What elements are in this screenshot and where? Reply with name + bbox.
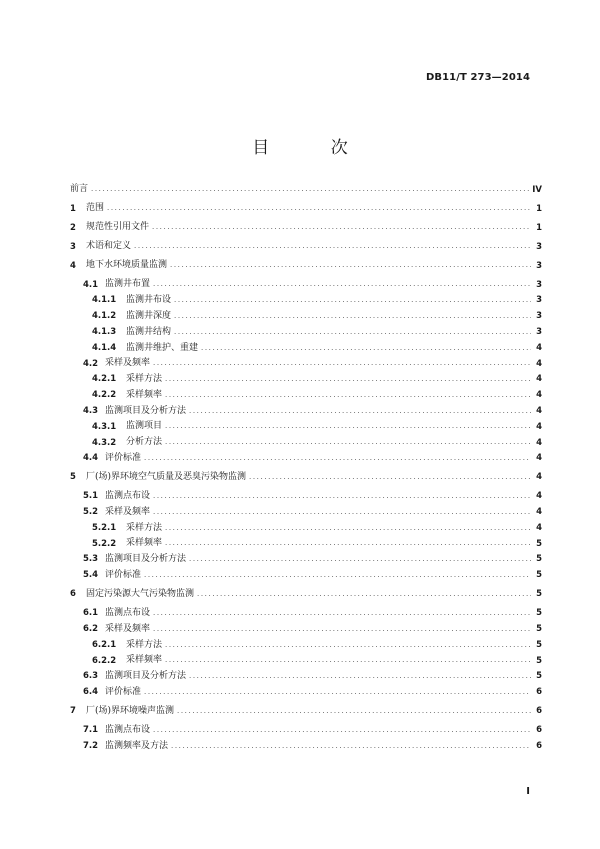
toc-entry-number: 5.4 <box>83 570 99 581</box>
toc-entry-title: 规范性引用文件 <box>86 222 150 233</box>
toc-entry[interactable] <box>70 489 542 505</box>
toc-leader-dots <box>197 591 531 598</box>
toc-leader-dots <box>153 626 531 633</box>
toc-entry-number: 6.4 <box>83 687 99 698</box>
toc-entry[interactable] <box>70 704 542 720</box>
toc-entry[interactable] <box>70 435 542 451</box>
toc-leader-dots <box>165 423 531 430</box>
toc-leader-dots <box>165 376 531 383</box>
table-of-contents <box>70 182 542 754</box>
document-code: DB11/T 273—2014 <box>426 72 530 83</box>
toc-leader-dots <box>153 281 531 288</box>
toc-entry-number: 6.1 <box>83 608 99 619</box>
toc-entry[interactable] <box>70 372 542 388</box>
toc-entry-title: 术语和定义 <box>86 241 132 252</box>
toc-leader-dots <box>91 186 529 193</box>
toc-entry-number: 4.3 <box>83 405 99 416</box>
toc-entry-title: 监测频率及方法 <box>105 740 169 751</box>
toc-leader-dots <box>174 313 531 320</box>
toc-entry-title: 监测项目及分析方法 <box>105 554 187 565</box>
toc-entry[interactable] <box>70 685 542 701</box>
toc-entry-title: 范围 <box>86 203 105 214</box>
toc-entry[interactable] <box>70 504 542 520</box>
toc-entry-number: 4.1.4 <box>92 342 117 353</box>
toc-entry-page: 3 <box>536 311 542 322</box>
toc-entry-page: 4 <box>536 522 542 533</box>
toc-leader-dots <box>165 657 531 664</box>
toc-entry-number: 7 <box>70 706 76 717</box>
toc-entry-title: 评价标准 <box>105 453 142 464</box>
toc-entry[interactable] <box>70 340 542 356</box>
toc-entry[interactable] <box>70 239 542 255</box>
toc-entry-number: 4.2.2 <box>92 390 117 401</box>
toc-entry-number: 5.3 <box>83 554 99 565</box>
toc-entry-number: 4.2 <box>83 358 99 369</box>
toc-entry[interactable] <box>70 520 542 536</box>
toc-entry-page: 5 <box>536 570 542 581</box>
toc-entry[interactable] <box>70 324 542 340</box>
toc-entry-page: 6 <box>536 706 542 717</box>
toc-entry-page: 4 <box>536 358 542 369</box>
toc-entry[interactable] <box>70 606 542 622</box>
toc-entry-number: 5.2.1 <box>92 522 117 533</box>
toc-leader-dots <box>171 743 531 750</box>
toc-entry[interactable] <box>70 587 542 603</box>
toc-entry[interactable] <box>70 388 542 404</box>
toc-entry-title: 采样频率 <box>126 655 163 666</box>
toc-entry-number: 4.2.1 <box>92 374 117 385</box>
toc-entry-title: 采样方法 <box>126 522 163 533</box>
toc-leader-dots <box>134 243 531 250</box>
toc-leader-dots <box>153 727 531 734</box>
toc-leader-dots <box>170 262 531 269</box>
toc-entry-page: 3 <box>536 326 542 337</box>
page-title: 目 次 <box>252 138 376 158</box>
toc-entry-title: 监测项目 <box>126 421 163 432</box>
toc-entry-title: 地下水环境质量监测 <box>86 260 168 271</box>
toc-entry-number: 6.2 <box>83 624 99 635</box>
toc-leader-dots <box>165 439 531 446</box>
toc-entry[interactable] <box>70 277 542 293</box>
toc-entry[interactable] <box>70 723 542 739</box>
toc-entry-title: 厂(场)界环境空气质量及恶臭污染物监测 <box>86 472 247 483</box>
toc-entry[interactable] <box>70 201 542 217</box>
toc-entry-title: 前言 <box>70 184 89 195</box>
toc-entry-number: 4.3.2 <box>92 437 117 448</box>
toc-entry-page: 5 <box>536 671 542 682</box>
toc-entry[interactable] <box>70 738 542 754</box>
toc-entry-number: 6.3 <box>83 671 99 682</box>
toc-entry-page: 5 <box>536 655 542 666</box>
toc-entry-number: 2 <box>70 222 76 233</box>
toc-entry[interactable] <box>70 669 542 685</box>
toc-entry-number: 7.1 <box>83 725 99 736</box>
toc-entry-page: 3 <box>536 295 542 306</box>
toc-entry[interactable] <box>70 258 542 274</box>
toc-leader-dots <box>153 610 531 617</box>
toc-entry-number: 3 <box>70 241 76 252</box>
toc-leader-dots <box>249 474 531 481</box>
toc-entry-page: 5 <box>536 538 542 549</box>
toc-entry-page: 4 <box>536 405 542 416</box>
toc-entry-title: 采样方法 <box>126 639 163 650</box>
toc-leader-dots <box>107 205 531 212</box>
toc-leader-dots <box>144 455 531 462</box>
toc-entry-title: 厂(场)界环境噪声监测 <box>86 705 175 716</box>
toc-entry[interactable] <box>70 419 542 435</box>
toc-entry-page: 4 <box>536 472 542 483</box>
toc-entry-page: 6 <box>536 725 542 736</box>
toc-entry-title: 监测井布置 <box>105 279 151 290</box>
toc-entry[interactable] <box>70 451 542 467</box>
toc-entry-number: 1 <box>70 203 76 214</box>
toc-entry-page: 1 <box>536 203 542 214</box>
toc-entry-number: 6 <box>70 589 76 600</box>
toc-leader-dots <box>189 673 531 680</box>
toc-entry-number: 4.1 <box>83 279 99 290</box>
toc-entry-page: 5 <box>536 639 542 650</box>
toc-leader-dots <box>177 708 531 715</box>
toc-leader-dots <box>152 224 531 231</box>
toc-leader-dots <box>153 509 531 516</box>
toc-entry-page: 5 <box>536 554 542 565</box>
toc-entry-page: 3 <box>536 279 542 290</box>
toc-entry[interactable] <box>70 293 542 309</box>
toc-entry-title: 固定污染源大气污染物监测 <box>86 589 195 600</box>
toc-entry-title: 评价标准 <box>105 686 142 697</box>
toc-entry-title: 采样及频率 <box>105 623 151 634</box>
toc-leader-dots <box>165 392 531 399</box>
toc-entry-title: 监测点布设 <box>105 491 151 502</box>
toc-entry-title: 监测井布设 <box>126 295 172 306</box>
toc-entry-page: 3 <box>536 241 542 252</box>
toc-entry-number: 4 <box>70 260 76 271</box>
toc-entry-page: 5 <box>536 624 542 635</box>
toc-entry-page: 4 <box>536 342 542 353</box>
toc-entry-number: 6.2.1 <box>92 639 117 650</box>
toc-entry-page: 1 <box>536 222 542 233</box>
toc-entry-title: 监测点布设 <box>105 724 151 735</box>
toc-entry[interactable] <box>70 637 542 653</box>
toc-entry-title: 采样频率 <box>126 538 163 549</box>
toc-leader-dots <box>174 297 531 304</box>
toc-leader-dots <box>165 525 531 532</box>
toc-entry[interactable] <box>70 309 542 325</box>
toc-entry-title: 采样频率 <box>126 389 163 400</box>
toc-entry-title: 监测井维护、重建 <box>126 342 199 353</box>
toc-entry[interactable] <box>70 403 542 419</box>
toc-entry-page: 4 <box>536 491 542 502</box>
toc-entry-number: 4.4 <box>83 453 99 464</box>
toc-entry-number: 4.1.3 <box>92 326 117 337</box>
toc-entry[interactable] <box>70 220 542 236</box>
toc-leader-dots <box>165 642 531 649</box>
toc-entry-title: 采样及频率 <box>105 358 151 369</box>
toc-leader-dots <box>201 345 531 352</box>
toc-entry-title: 监测井结构 <box>126 326 172 337</box>
toc-leader-dots <box>174 329 531 336</box>
toc-entry-number: 4.3.1 <box>92 421 117 432</box>
toc-entry-title: 监测井深度 <box>126 310 172 321</box>
toc-entry-title: 监测点布设 <box>105 608 151 618</box>
toc-leader-dots <box>144 572 531 579</box>
toc-entry-page: 4 <box>536 374 542 385</box>
toc-entry-title: 评价标准 <box>105 570 142 581</box>
toc-entry[interactable] <box>70 653 542 669</box>
toc-leader-dots <box>153 493 531 500</box>
toc-leader-dots <box>165 540 531 547</box>
toc-entry-number: 5.1 <box>83 491 99 502</box>
toc-leader-dots <box>189 556 531 563</box>
toc-entry-number: 4.1.1 <box>92 295 117 306</box>
toc-entry[interactable] <box>70 536 542 552</box>
toc-entry-page: 5 <box>536 608 542 619</box>
toc-entry[interactable] <box>70 552 542 568</box>
toc-leader-dots <box>144 689 531 696</box>
toc-entry-title: 监测项目及分析方法 <box>105 671 187 682</box>
toc-entry-number: 5 <box>70 472 76 483</box>
toc-entry-number: 5.2 <box>83 507 99 518</box>
toc-entry-page: IV <box>532 184 542 195</box>
toc-entry-page: 5 <box>536 589 542 600</box>
toc-entry-number: 7.2 <box>83 741 99 751</box>
toc-entry[interactable] <box>70 356 542 372</box>
toc-entry-page: 4 <box>536 453 542 464</box>
toc-entry-page: 4 <box>536 507 542 518</box>
toc-entry-number: 6.2.2 <box>92 655 117 666</box>
toc-entry[interactable] <box>70 568 542 584</box>
toc-entry[interactable] <box>70 621 542 637</box>
toc-entry-title: 采样及频率 <box>105 506 151 517</box>
toc-entry-page: 4 <box>536 421 542 432</box>
toc-leader-dots <box>189 408 531 415</box>
toc-entry-title: 采样方法 <box>126 374 163 385</box>
toc-entry-title: 分析方法 <box>126 437 163 448</box>
toc-entry-number: 5.2.2 <box>92 538 117 549</box>
toc-entry-title: 监测项目及分析方法 <box>105 405 187 416</box>
toc-entry[interactable] <box>70 470 542 486</box>
toc-leader-dots <box>153 360 531 367</box>
toc-entry-page: 3 <box>536 260 542 271</box>
toc-entry[interactable] <box>70 182 542 198</box>
toc-entry-number: 4.1.2 <box>92 311 117 322</box>
toc-entry-page: 4 <box>536 437 542 448</box>
toc-entry-page: 6 <box>536 687 542 698</box>
page-number: I <box>526 786 530 797</box>
toc-entry-page: 4 <box>536 390 542 401</box>
toc-entry-page: 6 <box>536 741 542 751</box>
